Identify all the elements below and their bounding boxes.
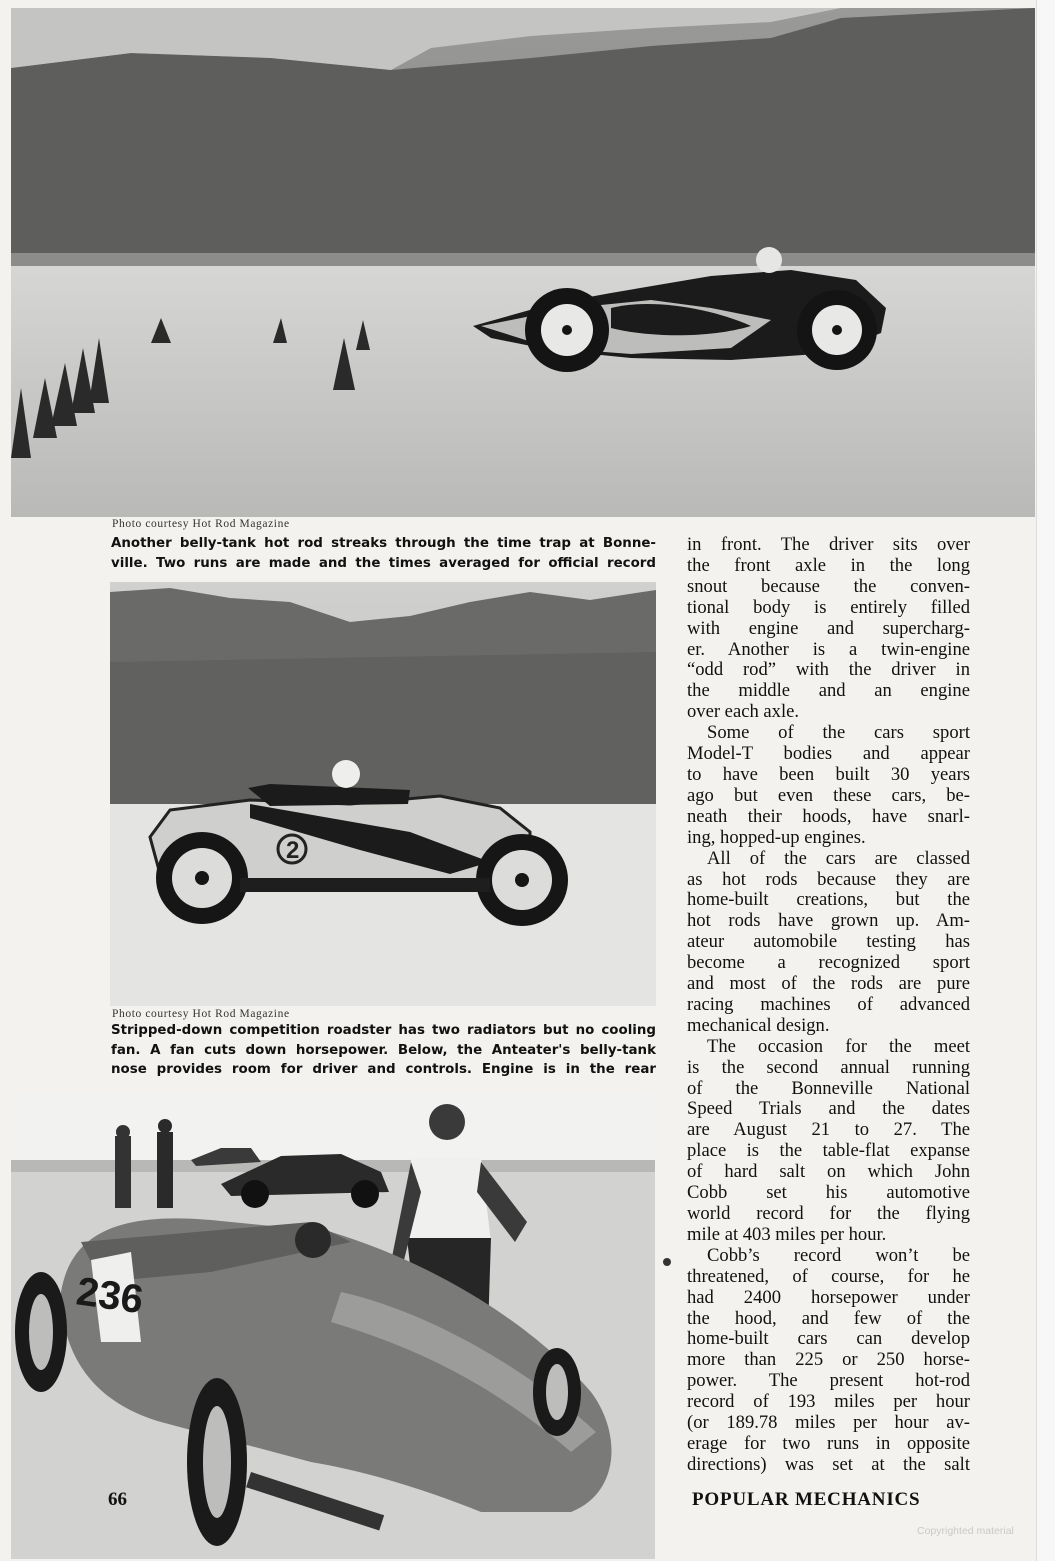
copyright-watermark: Copyrighted material (917, 1525, 1014, 1537)
photo-caption (111, 534, 656, 573)
body-line: snout because the conven- (687, 575, 970, 597)
body-line: mechanical design. (687, 1014, 830, 1036)
page-number: 66 (108, 1489, 127, 1510)
body-line: Speed Trials and the dates (687, 1098, 970, 1120)
body-line: of the Bonneville National (687, 1077, 970, 1099)
body-line: the middle and an engine (687, 680, 970, 702)
body-line: of hard salt on which John (687, 1161, 970, 1183)
body-line: tional body is entirely filled (687, 596, 970, 618)
body-line: (or 189.78 miles per hour av- (687, 1412, 970, 1434)
body-line: Cobb set his automotive (687, 1182, 970, 1204)
body-line: threatened, of course, for he (687, 1265, 970, 1287)
body-line: Model-T bodies and appear (687, 743, 970, 765)
photo-caption (111, 1021, 656, 1080)
body-line: ago but even these cars, be- (687, 784, 970, 806)
caption-line: fan. A fan cuts down horsepower. Below, the Anteater's belly-tank (111, 1042, 656, 1058)
body-line: with engine and supercharg- (687, 617, 970, 639)
body-line: world record for the flying (687, 1203, 970, 1224)
body-line: had 2400 horsepower under (687, 1286, 970, 1308)
body-line: Some of the cars sport (707, 722, 970, 744)
roadster-photo (110, 582, 656, 1006)
caption-line: Stripped-down competition roadster has two radiators but no cooling (111, 1023, 656, 1038)
body-line: home-built creations, but the (687, 889, 970, 911)
body-line: as hot rods because they are (687, 868, 970, 890)
article-body (687, 535, 970, 1476)
body-line: ateur automobile testing has (687, 931, 970, 953)
body-line: “odd rod” with the driver in (687, 659, 970, 681)
belly-tank-racer-photo (11, 8, 1035, 517)
body-line: racing machines of advanced (687, 993, 970, 1015)
body-line: ing, hopped-up engines. (687, 826, 866, 848)
roadster-number: 2 (286, 837, 300, 864)
body-line: the front axle in the long (687, 554, 970, 576)
body-line: power. The present hot-rod (687, 1370, 970, 1392)
body-line: over each axle. (687, 701, 800, 723)
body-line: to have been built 30 years (687, 763, 970, 785)
body-line: erage for two runs in opposite (687, 1432, 970, 1454)
photo-credit: Photo courtesy Hot Rod Magazine (112, 1008, 290, 1020)
caption-line: ville. Two runs are made and the times averaged for official record (111, 555, 656, 571)
page-edge (1036, 0, 1055, 1561)
photo-credit: Photo courtesy Hot Rod Magazine (112, 518, 290, 530)
caption-line: nose provides room for driver and controls. Engine is in the rear (111, 1062, 656, 1077)
body-line: in front. The driver sits over (687, 534, 970, 555)
body-line: er. Another is a twin-engine (687, 638, 970, 660)
body-line: directions) was set at the salt (687, 1453, 970, 1475)
magazine-name: POPULAR MECHANICS (692, 1489, 921, 1510)
body-line: is the second annual running (687, 1056, 970, 1078)
body-line: more than 225 or 250 horse- (687, 1349, 970, 1371)
body-line: and most of the rods are pure (687, 973, 970, 995)
print-speck (663, 1258, 671, 1266)
body-line: record of 193 miles per hour (687, 1391, 970, 1413)
body-line: The occasion for the meet (707, 1035, 970, 1057)
body-line: become a recognized sport (687, 952, 970, 974)
body-line: neath their hoods, have snarl- (687, 805, 970, 827)
body-line: are August 21 to 27. The (687, 1119, 970, 1141)
body-line: home-built cars can develop (687, 1328, 970, 1350)
body-line: place is the table-flat expanse (687, 1140, 970, 1162)
body-line: Cobb’s record won’t be (707, 1244, 970, 1266)
racer-number: 236 (73, 1269, 146, 1323)
caption-line: Another belly-tank hot rod streaks through the time trap at Bonne- (111, 536, 656, 551)
body-line: All of the cars are classed (707, 847, 970, 869)
body-line: hot rods have grown up. Am- (687, 910, 970, 932)
body-line: mile at 403 miles per hour. (687, 1223, 887, 1245)
body-line: the hood, and few of the (687, 1307, 970, 1329)
